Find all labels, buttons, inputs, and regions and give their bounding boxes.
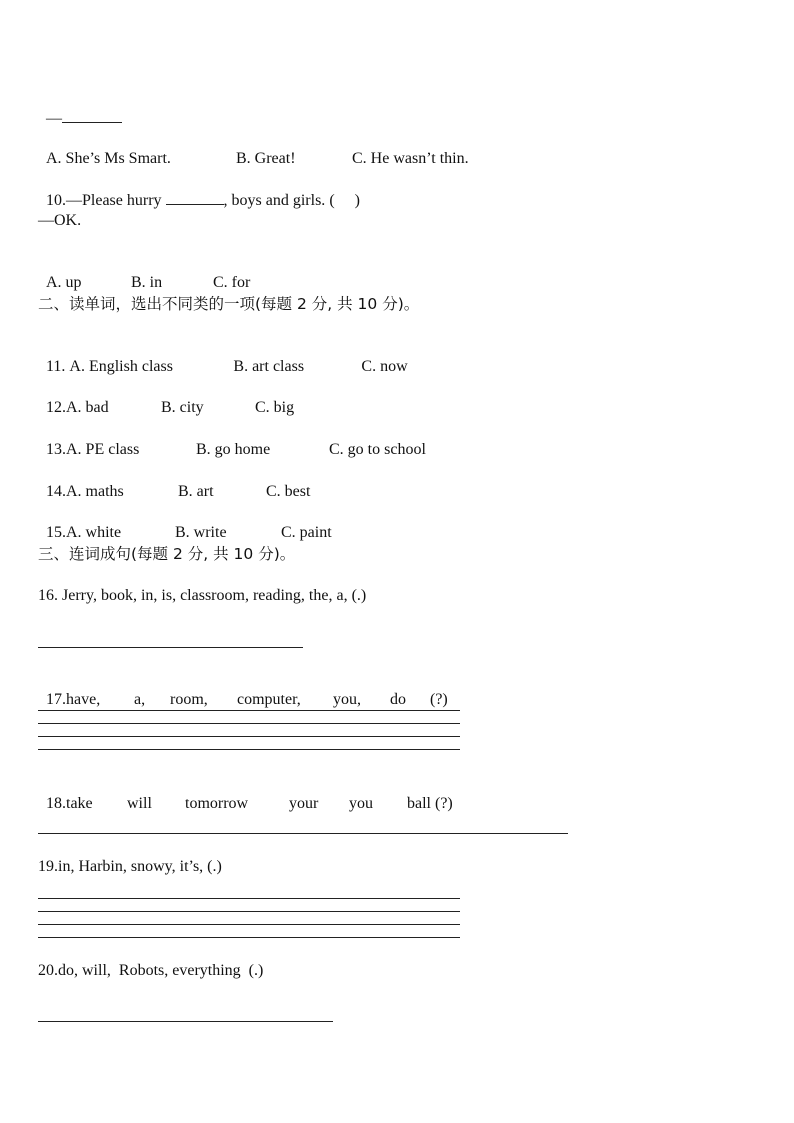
option-a: A. white [66, 524, 122, 541]
q19: 19.in, Harbin, snowy, it’s, (.) [38, 858, 222, 875]
option-b: B. write [175, 524, 227, 541]
answer-line[interactable] [38, 710, 460, 711]
word: take [66, 795, 93, 812]
option-c: C. best [266, 483, 311, 500]
section3-heading: 三、连词成句(每题 2 分, 共 10 分)。 [38, 545, 296, 563]
q10-question [38, 170, 360, 211]
answer-line[interactable] [38, 723, 460, 724]
word: tomorrow [185, 795, 249, 812]
q17 [38, 670, 448, 710]
option-c: C. now [361, 358, 408, 375]
answer-blank[interactable] [62, 108, 122, 123]
answer-line[interactable] [38, 1021, 333, 1022]
q13 [38, 420, 426, 460]
q9-answer-line [38, 88, 122, 129]
q11 [38, 337, 408, 377]
question-number: 15. [46, 524, 66, 541]
option-a: A. maths [66, 483, 124, 500]
word: you, [333, 691, 361, 708]
answer-line[interactable] [38, 833, 568, 834]
q12 [38, 378, 294, 418]
answer-line[interactable] [38, 736, 460, 737]
answer-line[interactable] [38, 647, 303, 648]
word: do [390, 691, 406, 708]
option-b: B. Great! [236, 150, 296, 167]
answer-line[interactable] [38, 911, 460, 912]
answer-line[interactable] [38, 937, 460, 938]
word: you [349, 795, 373, 812]
word: (?) [430, 691, 448, 708]
option-c: C. paint [281, 524, 332, 541]
q14 [38, 462, 310, 502]
q16: 16. Jerry, book, in, is, classroom, reading, the, a, (.) [38, 587, 367, 604]
question-number: 14. [46, 483, 66, 500]
option-a: A. PE class [66, 441, 140, 458]
question-number: 18. [46, 795, 66, 812]
option-b: B. art class [233, 358, 305, 375]
q20: 20.do, will, Robots, everything (.) [38, 962, 264, 979]
word: have, [66, 691, 101, 708]
option-b: B. go home [196, 441, 271, 458]
word: will [127, 795, 152, 812]
option-c: C. for [213, 274, 251, 291]
option-a: A. English class [69, 358, 173, 375]
option-a: A. bad [66, 399, 109, 416]
question-number: 12. [46, 399, 66, 416]
q10-suffix: , boys and girls. [223, 192, 326, 209]
option-c: C. He wasn’t thin. [352, 150, 469, 167]
q15 [38, 503, 332, 543]
word: your [289, 795, 319, 812]
word: a, [134, 691, 146, 708]
word: ball (?) [407, 795, 453, 812]
word: room, [170, 691, 208, 708]
q10-blank[interactable] [166, 190, 224, 205]
q10-reply: —OK. [38, 212, 82, 229]
option-a: A. up [46, 274, 82, 291]
question-number: 13. [46, 441, 66, 458]
option-b: B. art [178, 483, 214, 500]
dash-prefix: — [46, 110, 62, 127]
option-b: B. city [161, 399, 204, 416]
option-c: C. big [255, 399, 295, 416]
word: computer, [237, 691, 301, 708]
answer-line[interactable] [38, 898, 460, 899]
section2-heading: 二、读单词，选出不同类的一项(每题 2 分, 共 10 分)。 [38, 295, 420, 313]
q9-options [38, 129, 469, 169]
q18 [38, 774, 453, 814]
question-number: 17. [46, 691, 66, 708]
answer-line[interactable] [38, 749, 460, 750]
answer-line[interactable] [38, 924, 460, 925]
option-b: B. in [131, 274, 163, 291]
q10-options [38, 253, 250, 293]
option-c: C. go to school [329, 441, 426, 458]
answer-paren[interactable]: ( ) [329, 192, 360, 209]
question-number: 11. [46, 358, 66, 375]
q10-prefix: 10.—Please hurry [46, 192, 162, 209]
option-a: A. She’s Ms Smart. [46, 150, 171, 167]
